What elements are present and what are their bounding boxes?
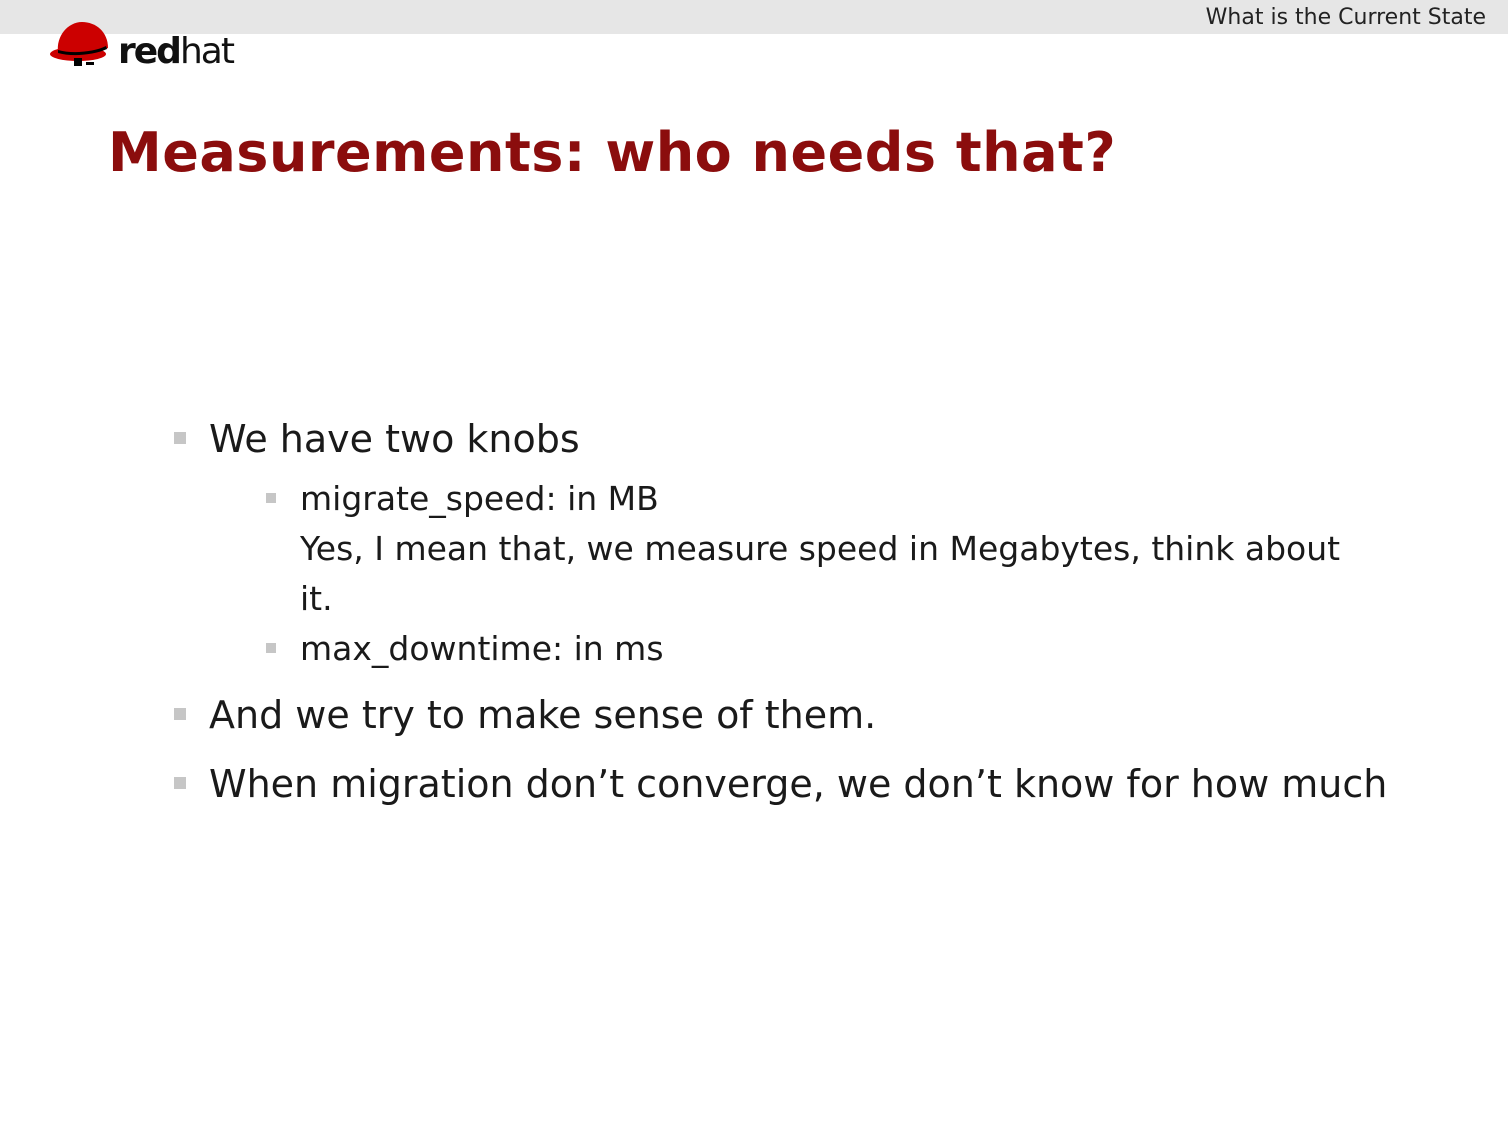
sub-bullet-marker [266,643,276,653]
logo-text-hat: hat [179,31,233,72]
sub-bullet-text: max_downtime: in ms [300,629,664,668]
bullet-marker [174,708,186,720]
redhat-logo [48,18,248,74]
sub-bullet-text: migrate_speed: in MB [300,479,659,518]
bullet-text: When migration don’t converge, we don’t know for how much [209,762,1388,806]
bullet-text: And we try to make sense of them. [209,693,877,737]
bullet-marker [174,432,186,444]
sub-bullet-continuation: Yes, I mean that, we measure speed in Megabytes, think about [300,529,1341,568]
section-title: What is the Current State [1205,5,1486,30]
slide-title: Measurements: who needs that? [108,121,1117,184]
redhat-hat-icon [48,18,114,68]
sub-bullet-marker [266,493,276,503]
redhat-wordmark [118,30,233,74]
bullet-marker [174,777,186,789]
logo-text-red: red [118,31,180,72]
bullet-text: We have two knobs [209,417,580,461]
sub-bullet-continuation: it. [300,579,333,618]
